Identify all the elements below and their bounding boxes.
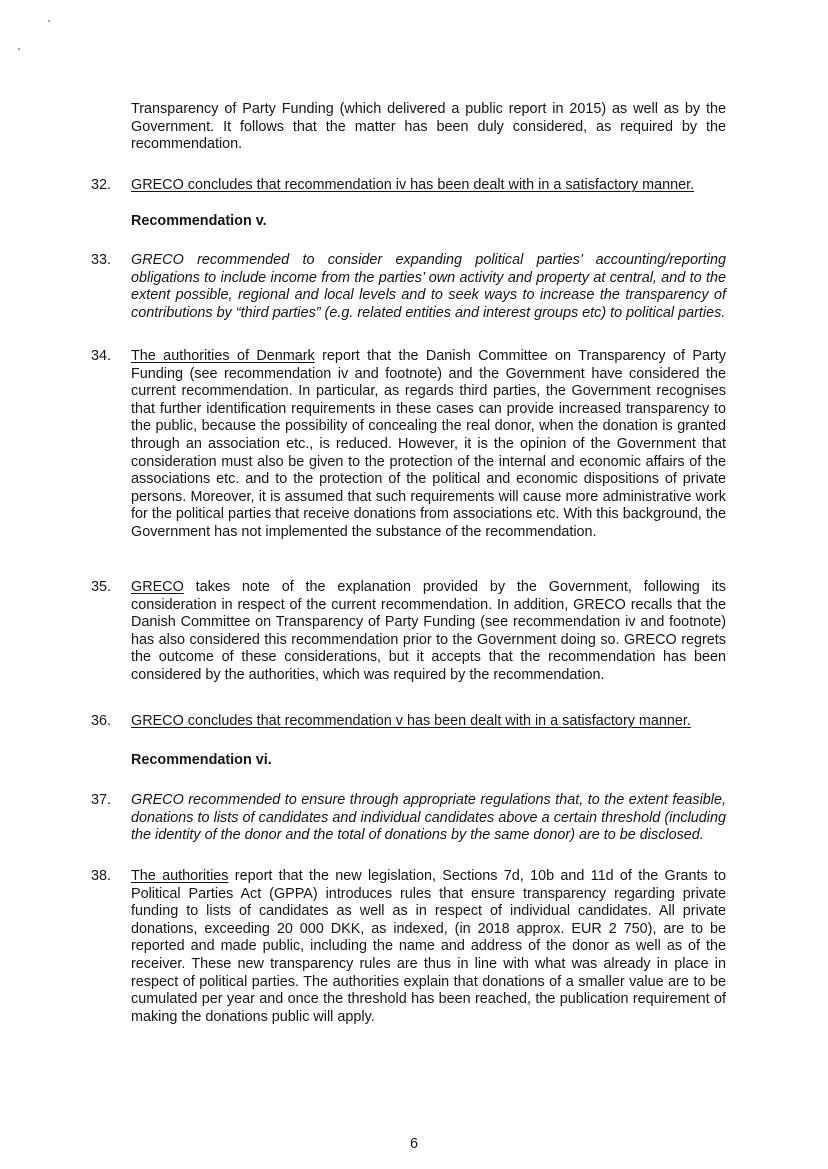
paragraph-38	[131, 868, 726, 1026]
paragraph-text: report that the new legislation, Sections 7d, 10b and 11d of the Grants to Political Parties Act (GPPA) introduces rules that ensure transparency regarding private funding to lists of candidates as well as in respect of individual candidates. All private donations, exceeding 20 000 DKK, as indexed, (in 2018 approx. EUR 2 750), are to be reported and made public, including the name and address of the donor as well as of the receiver. These new transparency rules are thus in line with what was already in place in respect of political parties. The authorities explain that donations of a smaller value are to be cumulated per year and once the threshold has been reached, the publication requirement of making the donations public will apply.	[131, 868, 726, 1025]
scan-speck	[18, 48, 20, 50]
paragraph-35	[131, 579, 726, 685]
conclusion-paragraph-32: GRECO concludes that recommendation iv has been dealt with in a satisfactory manner.	[131, 177, 695, 193]
section-heading-recommendation-v: Recommendation v.	[131, 213, 267, 229]
scan-speck	[48, 20, 50, 22]
paragraph-34	[131, 348, 726, 542]
paragraph-number: 35.	[91, 579, 112, 595]
page-number: 6	[409, 1136, 418, 1152]
section-heading-recommendation-vi: Recommendation vi.	[131, 752, 272, 768]
paragraph-number: 36.	[91, 713, 112, 729]
underlined-subject: GRECO	[131, 579, 184, 595]
recommendation-paragraph-33: GRECO recommended to consider expanding political parties’ accounting/reporting obligations to include income from the parties’ own activity and property at central, and to the extent possible, regional and local levels and to seek ways to increase the transparency of contributions by “third parties” (e.g. related entities and interest groups etc) to political parties.	[131, 252, 726, 321]
paragraph-text: takes note of the explanation provided by the Government, following its consideration in respect of the current recommendation. In addition, GRECO recalls that the Danish Committee on Transparency of Party Funding (see recommendation iv and footnote) has also considered this recommendation prior to the Government doing so. GRECO regrets the outcome of these considerations, but it accepts that the recommendation has been considered by the authorities, which was required by the recommendation.	[131, 579, 726, 683]
paragraph-number: 32.	[91, 177, 112, 193]
paragraph-number: 34.	[91, 348, 112, 364]
paragraph-number: 37.	[91, 792, 112, 808]
underlined-subject: The authorities	[131, 868, 229, 884]
continuation-paragraph: Transparency of Party Funding (which delivered a public report in 2015) as well as by the Government. It follows that the matter has been duly considered, as required by the recommendation.	[131, 101, 726, 153]
conclusion-paragraph-36: GRECO concludes that recommendation v has been dealt with in a satisfactory manner.	[131, 713, 691, 729]
recommendation-paragraph-37: GRECO recommended to ensure through appropriate regulations that, to the extent feasible, donations to lists of candidates and individual candidates above a certain threshold (including the identity of the donor and the total of donations by the same donor) are to be disclosed.	[131, 792, 726, 844]
underlined-subject: The authorities of Denmark	[131, 348, 315, 364]
paragraph-number: 38.	[91, 868, 112, 884]
paragraph-text: report that the Danish Committee on Transparency of Party Funding (see recommendation iv and footnote) and the Government have considered the current recommendation. In particular, as regards third parties, the Government recognises that further identification requirements in these cases can provide increased transparency to the public, because the possibility of concealing the real donor, when the donation is granted through an association etc., is reduced. However, it is the opinion of the Government that consideration must also be given to the protection of the internal and economic affairs of the associations etc. and to the protection of the political and economic dispositions of private persons. Moreover, it is assumed that such requirements will cause more administrative work for the political parties that receive donations from associations etc. With this background, the Government has not implemented the substance of the recommendation.	[131, 348, 726, 540]
paragraph-number: 33.	[91, 252, 112, 268]
